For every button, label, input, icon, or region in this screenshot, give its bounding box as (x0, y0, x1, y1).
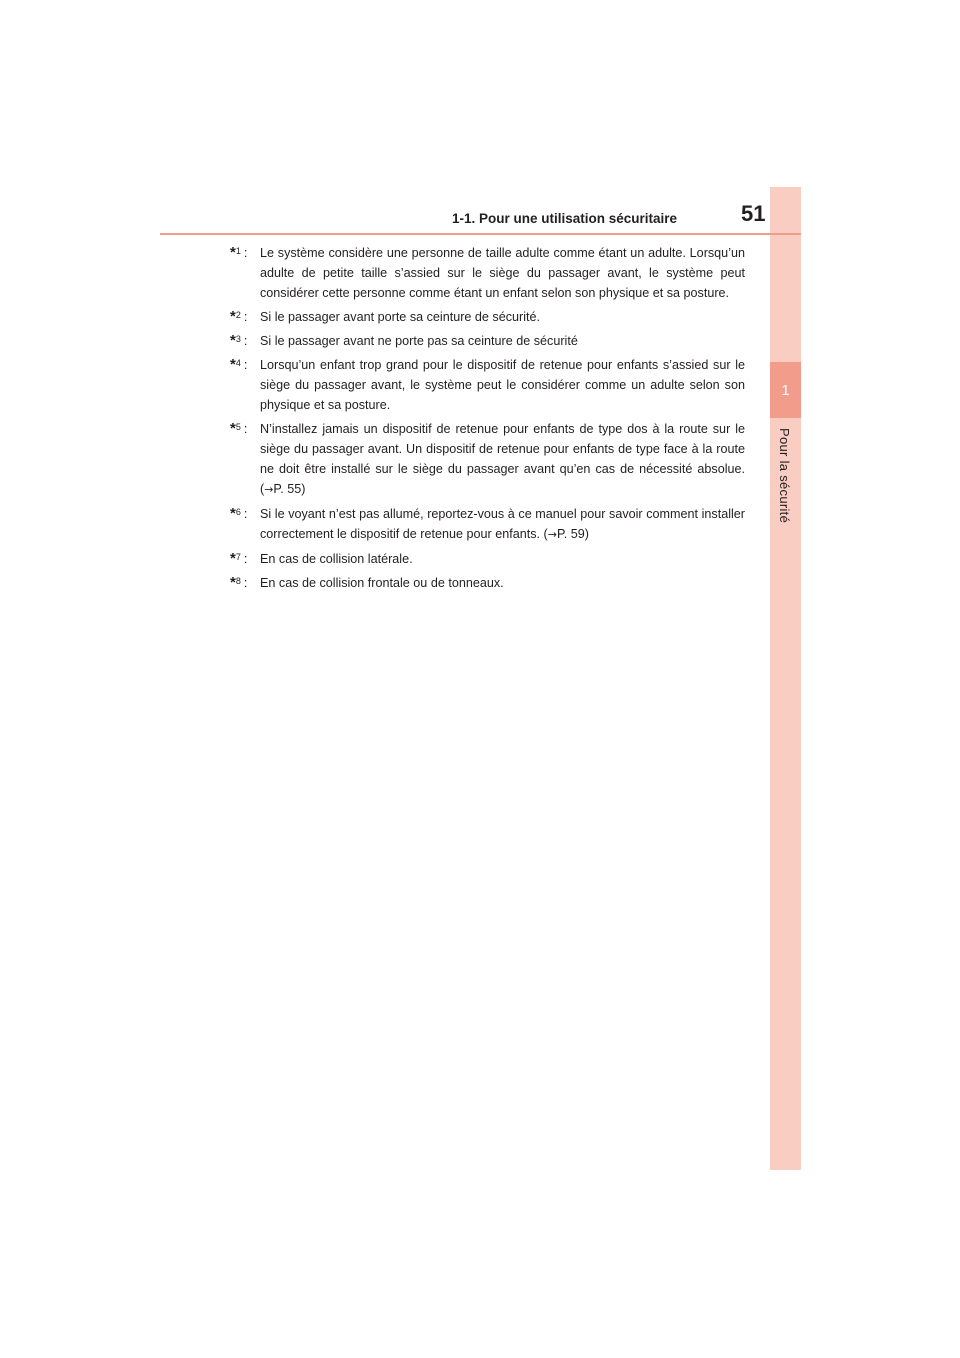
footnote-4 (230, 355, 745, 415)
footnote-text: Si le passager avant ne porte pas sa ceinture de sécurité (260, 334, 578, 348)
page-number: 51 (741, 201, 766, 226)
footnote-marker: *$^4$ : (230, 356, 248, 373)
footnote-8 (230, 573, 745, 593)
footnote-6 (230, 504, 745, 545)
footnote-3 (230, 331, 745, 351)
footnote-text: Si le voyant n’est pas allumé, reportez-vous à ce manuel pour savoir comment installer correctement le dispositif de retenue pour enfants. (260, 507, 745, 541)
footnote-marker: *$^7$ : (230, 550, 248, 567)
footnote-5 (230, 419, 745, 500)
chapter-title: Pour la sécurité (777, 428, 792, 524)
arrow-right-icon: → (547, 528, 557, 541)
footnote-text: N’installez jamais un dispositif de retenue pour enfants de type dos à la route sur le siège du passager avant. Un dispositif de retenue pour enfants de type face à la route ne doit être installé sur le siège du passager avant qu’en cas de nécessité absolue. (260, 422, 745, 476)
header-divider (160, 233, 801, 235)
side-tab (770, 187, 801, 1170)
footnote-marker: *$^1$ : (230, 244, 248, 261)
footnote-text: En cas de collision latérale. (260, 552, 413, 566)
chapter-number-tab (770, 362, 801, 418)
footnote-1 (230, 243, 745, 303)
footnote-marker: *$^8$ : (230, 574, 248, 591)
page-reference[interactable]: (→P. 59) (543, 527, 589, 541)
footnote-text: Lorsqu’un enfant trop grand pour le dispositif de retenue pour enfants s’assied sur le siège du passager avant, le système peut le considérer comme un adulte selon son physique et sa posture. (260, 358, 745, 412)
footnote-marker: *$^3$ : (230, 332, 248, 349)
footnote-text: Le système considère une personne de taille adulte comme étant un adulte. Lorsqu’un adulte de petite taille s’assied sur le siège du passager avant, le système peut considérer cette personne comme étant un enfant selon son physique et sa posture. (260, 246, 745, 300)
footnote-text: Si le passager avant porte sa ceinture de sécurité. (260, 310, 541, 324)
footnote-marker: *$^6$ : (230, 505, 248, 522)
footnote-text: En cas de collision frontale ou de tonneaux. (260, 576, 504, 590)
page-reference[interactable]: (→P. 55) (260, 482, 306, 496)
footnote-7 (230, 549, 745, 569)
footnote-marker: *$^5$ : (230, 420, 248, 437)
footnotes-list (230, 243, 745, 597)
section-title: 1-1. Pour une utilisation sécuritaire (452, 211, 678, 226)
footnote-marker: *$^2$ : (230, 308, 248, 325)
footnote-2 (230, 307, 745, 327)
arrow-right-icon: → (264, 483, 274, 496)
chapter-number: 1 (781, 381, 790, 399)
